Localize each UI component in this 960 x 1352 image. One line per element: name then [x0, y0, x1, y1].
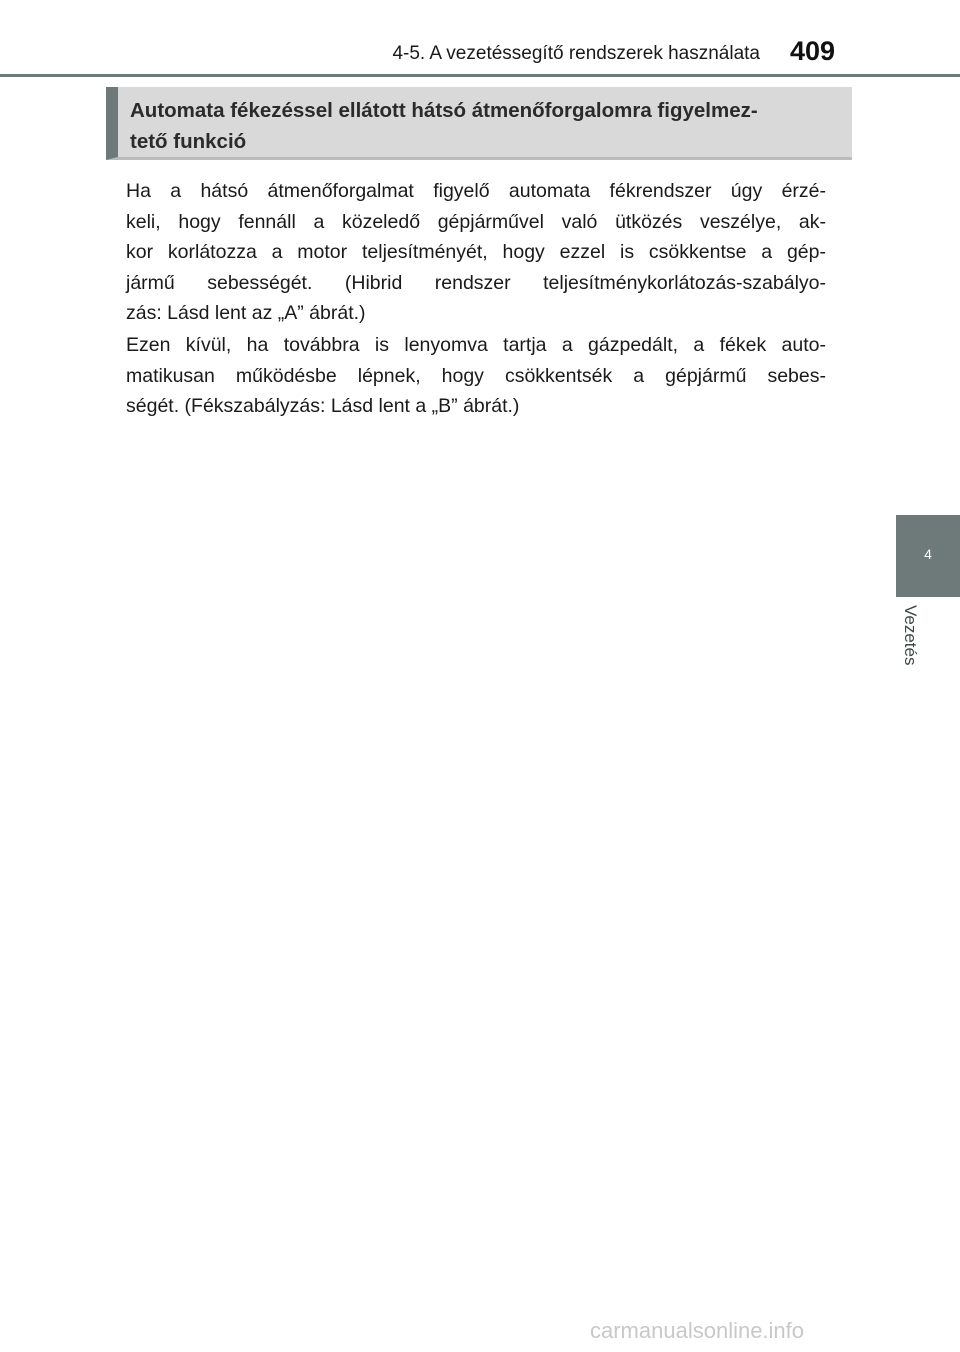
chapter-label: Vezetés [901, 605, 920, 666]
paragraph-line: jármű sebességét. (Hibrid rendszer teljesítménykorlátozás-szabályo- [126, 271, 826, 294]
paragraph-line: Ezen kívül, ha továbbra is lenyomva tartja a gázpedált, a fékek auto- [126, 334, 826, 356]
section-heading-line: tető funkció [130, 130, 247, 153]
section-heading-line: Automata fékezéssel ellátott hátsó átmenőforgalomra figyelmez- [130, 99, 758, 122]
body-paragraph [126, 176, 826, 329]
chapter-number: 4 [924, 546, 932, 562]
running-header-title: 4-5. A vezetéssegítő rendszerek használata [392, 43, 760, 64]
chapter-tab [896, 515, 960, 597]
watermark: carmanualsonline.info [590, 1318, 805, 1343]
section-heading-box [106, 87, 852, 160]
paragraph-line: kor korlátozza a motor teljesítményét, hogy ezzel is csökkentse a gép- [126, 241, 826, 263]
page-number: 409 [790, 36, 836, 66]
chapter-label-strip [896, 597, 960, 704]
section-heading [130, 95, 850, 157]
body-paragraph [126, 330, 826, 422]
paragraph-line: keli, hogy fennáll a közeledő gépjárművel való ütközés veszélye, ak- [126, 210, 826, 233]
paragraph-line: ségét. (Fékszabályzás: Lásd lent a „B” ábrát.) [126, 395, 520, 417]
paragraph-line: zás: Lásd lent az „A” ábrát.) [126, 302, 366, 324]
paragraph-line: matikusan működésbe lépnek, hogy csökkentsék a gépjármű sebes- [126, 364, 826, 387]
paragraph-line: Ha a hátsó átmenőforgalmat figyelő automata fékrendszer úgy érzé- [126, 180, 826, 202]
header-rule [0, 74, 960, 77]
